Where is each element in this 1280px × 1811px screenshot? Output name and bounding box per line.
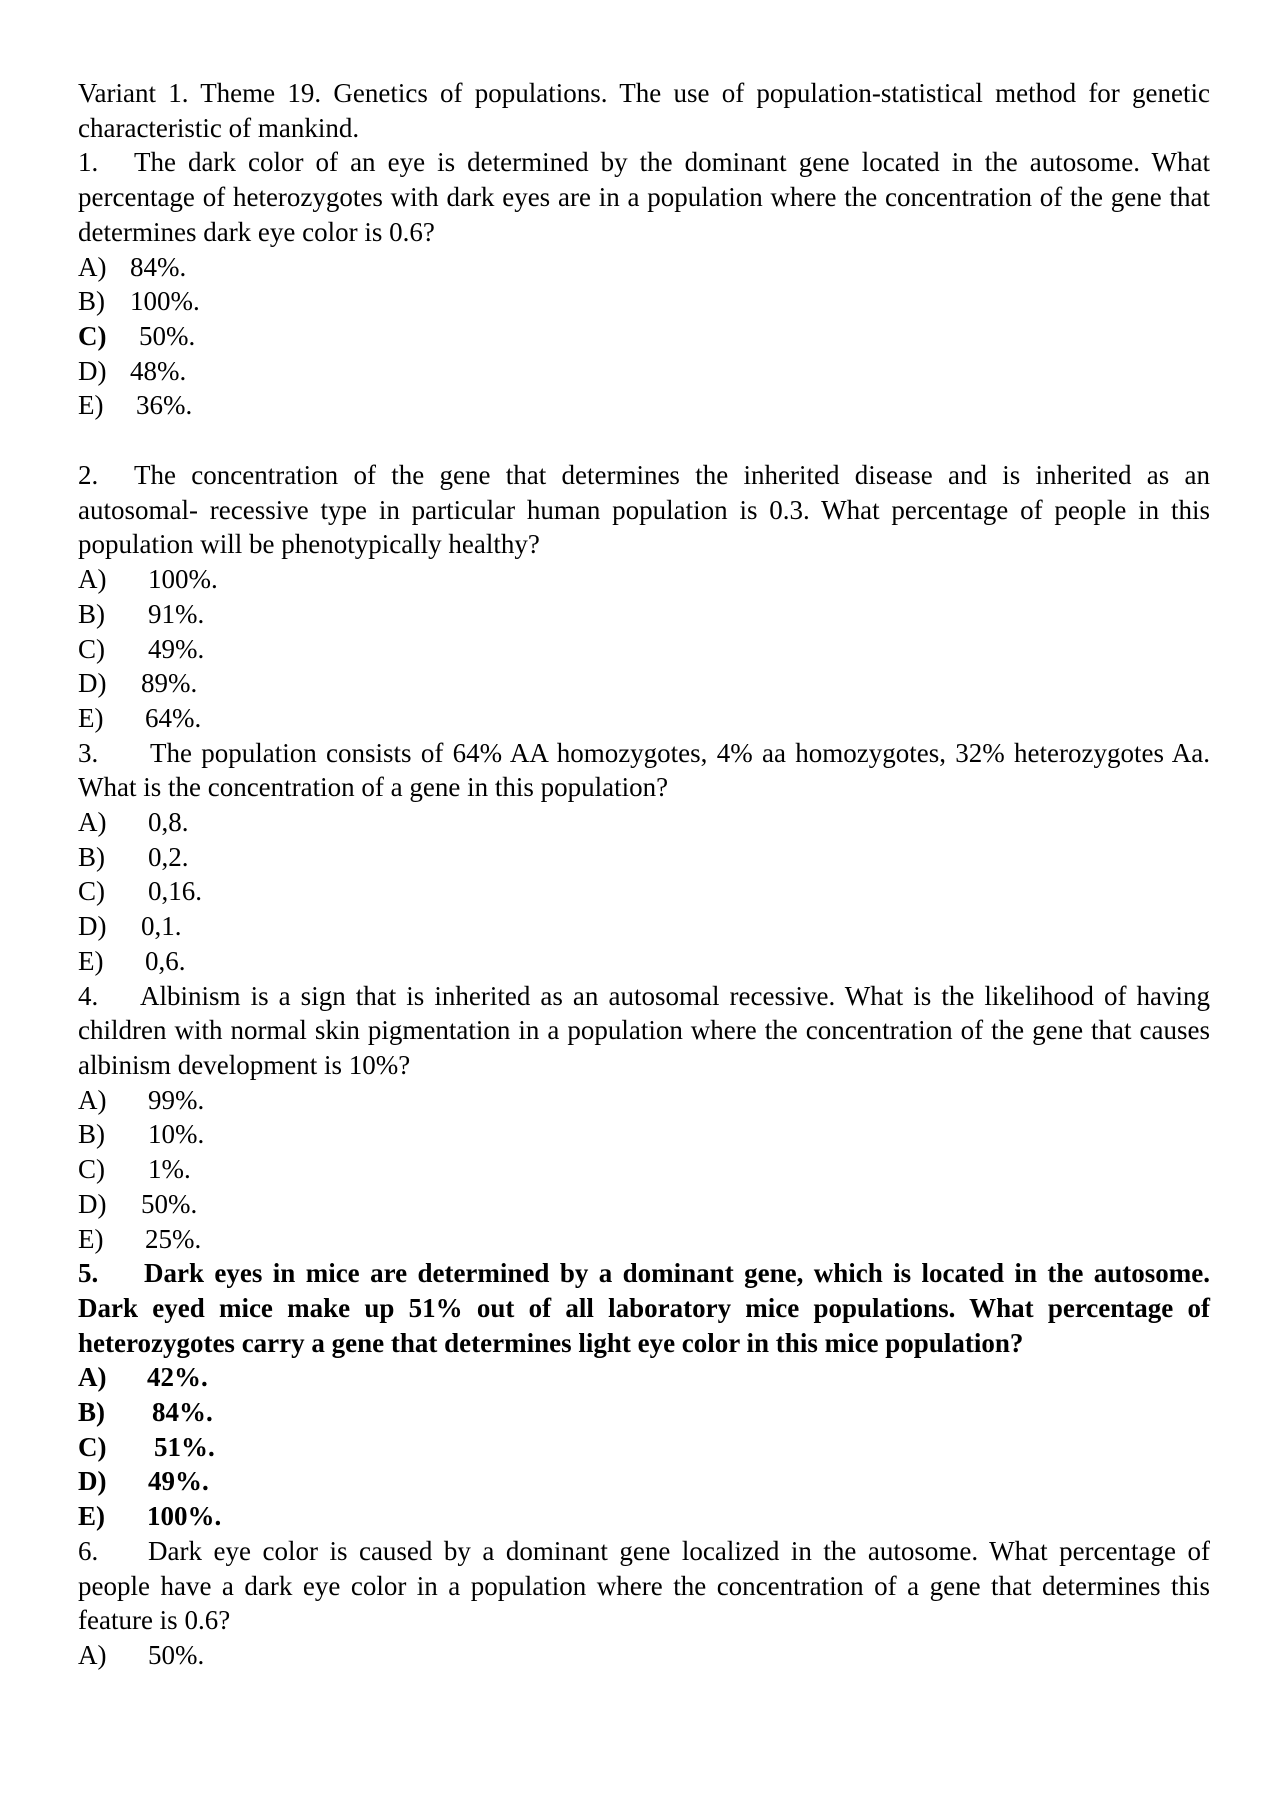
option-letter: E) xyxy=(78,1223,104,1254)
question-5 xyxy=(78,1256,1210,1534)
option-value: 25%. xyxy=(145,1223,202,1254)
question-1-option-e xyxy=(78,388,1210,423)
document-page xyxy=(78,76,1210,1673)
question-1-option-b xyxy=(78,284,1210,319)
question-2-option-b xyxy=(78,597,1210,632)
question-3-option-a xyxy=(78,805,1210,840)
option-value: 0,2. xyxy=(148,841,189,872)
question-6-body: Dark eye color is caused by a dominant gene localized in the autosome. What percentage of people have a dark eye color in a population where the concentration of a gene that determines this feature is 0.6? xyxy=(78,1535,1210,1636)
option-value: 100%. xyxy=(147,1501,222,1532)
question-1-option-d xyxy=(78,354,1210,389)
question-2-body: The concentration of the gene that determines the inherited disease and is inherited as an autosomal- recessive type in particular human population is 0.3. What percentage of people in this population will be phenotypically healthy? xyxy=(78,460,1210,560)
option-value: 51%. xyxy=(154,1431,215,1462)
question-4-text xyxy=(78,979,1210,1083)
option-letter: D) xyxy=(78,1188,107,1219)
question-1-body: The dark color of an eye is determined by the dominant gene located in the autosome. What percentage of heterozygotes with dark eyes are in a population where the concentration of the gene that determines dark eye color is 0.6? xyxy=(78,147,1210,247)
option-value: 0,6. xyxy=(145,945,186,976)
question-5-text xyxy=(78,1256,1210,1360)
option-value: 10%. xyxy=(148,1119,205,1150)
option-value: 49%. xyxy=(148,633,205,664)
question-2-option-e xyxy=(78,701,1210,736)
question-1 xyxy=(78,145,1210,423)
question-1-option-a xyxy=(78,250,1210,285)
option-letter: C) xyxy=(78,320,107,351)
question-2 xyxy=(78,458,1210,736)
question-6 xyxy=(78,1534,1210,1673)
option-value: 1%. xyxy=(148,1154,191,1185)
option-letter: C) xyxy=(78,1431,107,1462)
question-5-option-b xyxy=(78,1395,1210,1430)
option-letter: A) xyxy=(78,1362,107,1393)
option-value: 48%. xyxy=(130,355,187,386)
option-value: 0,16. xyxy=(148,876,202,907)
option-value: 91%. xyxy=(148,598,205,629)
question-6-number: 6. xyxy=(78,1535,99,1566)
question-4-option-e xyxy=(78,1222,1210,1257)
option-letter: C) xyxy=(78,1154,105,1185)
question-3-number: 3. xyxy=(78,737,99,768)
option-value: 50%. xyxy=(141,1188,198,1219)
question-4-option-c xyxy=(78,1152,1210,1187)
option-value: 50%. xyxy=(148,1639,205,1670)
question-2-text xyxy=(78,458,1210,562)
option-letter: B) xyxy=(78,841,105,872)
blank-line xyxy=(78,423,1210,458)
question-6-option-a xyxy=(78,1638,1210,1673)
option-value: 42%. xyxy=(147,1362,208,1393)
question-3 xyxy=(78,736,1210,979)
option-value: 100%. xyxy=(148,564,218,595)
question-5-option-d xyxy=(78,1464,1210,1499)
option-letter: A) xyxy=(78,807,107,838)
option-letter: D) xyxy=(78,355,107,386)
question-1-option-c xyxy=(78,319,1210,354)
option-letter: C) xyxy=(78,876,105,907)
question-2-option-a xyxy=(78,562,1210,597)
option-letter: A) xyxy=(78,564,107,595)
option-letter: D) xyxy=(78,911,107,942)
question-3-option-c xyxy=(78,874,1210,909)
option-letter: B) xyxy=(78,286,105,317)
question-1-number: 1. xyxy=(78,147,99,178)
question-3-option-e xyxy=(78,944,1210,979)
question-4 xyxy=(78,979,1210,1257)
option-value: 36%. xyxy=(136,390,193,421)
option-value: 89%. xyxy=(141,668,198,699)
question-5-body: Dark eyes in mice are determined by a dominant gene, which is located in the autosome. Dark eyed mice make up 51% out of all laboratory mice populations. What percentage of heterozygotes carry a gene that determines light eye color in this mice population? xyxy=(78,1258,1210,1358)
option-letter: E) xyxy=(78,390,104,421)
question-2-number: 2. xyxy=(78,460,99,491)
question-6-options xyxy=(78,1638,1210,1673)
question-2-option-c xyxy=(78,632,1210,667)
question-4-body: Albinism is a sign that is inherited as an autosomal recessive. What is the likelihood of having children with normal skin pigmentation in a population where the concentration of the gene that causes albinism development is 10%? xyxy=(78,980,1210,1080)
question-6-text xyxy=(78,1534,1210,1638)
option-value: 50%. xyxy=(139,320,196,351)
option-value: 84%. xyxy=(152,1397,213,1428)
option-letter: B) xyxy=(78,598,105,629)
option-letter: E) xyxy=(78,945,104,976)
option-letter: A) xyxy=(78,1084,107,1115)
question-4-option-b xyxy=(78,1117,1210,1152)
option-letter: B) xyxy=(78,1119,105,1150)
option-letter: A) xyxy=(78,251,107,282)
question-3-option-b xyxy=(78,840,1210,875)
document-title: Variant 1. Theme 19. Genetics of populations. The use of population-statistical method for genetic characteristic of mankind. xyxy=(78,78,1210,143)
option-letter: C) xyxy=(78,633,105,664)
option-value: 49%. xyxy=(148,1466,209,1497)
option-letter: E) xyxy=(78,702,104,733)
question-1-text xyxy=(78,145,1210,249)
question-3-text xyxy=(78,736,1210,805)
option-value: 84%. xyxy=(130,251,187,282)
option-value: 0,8. xyxy=(148,807,189,838)
question-4-options xyxy=(78,1083,1210,1257)
question-5-option-a xyxy=(78,1360,1210,1395)
option-value: 100%. xyxy=(130,286,200,317)
question-4-number: 4. xyxy=(78,980,99,1011)
option-value: 64%. xyxy=(145,702,202,733)
option-value: 99%. xyxy=(148,1084,205,1115)
option-letter: B) xyxy=(78,1397,105,1428)
question-5-option-e xyxy=(78,1499,1210,1534)
question-3-body: The population consists of 64% AA homozygotes, 4% aa homozygotes, 32% heterozygotes Aa. What is the concentration of a gene in this population? xyxy=(78,737,1210,803)
question-5-options xyxy=(78,1360,1210,1534)
option-letter: A) xyxy=(78,1639,107,1670)
question-3-options xyxy=(78,805,1210,979)
question-5-option-c xyxy=(78,1430,1210,1465)
question-1-options xyxy=(78,250,1210,424)
option-letter: D) xyxy=(78,1466,107,1497)
question-4-option-d xyxy=(78,1187,1210,1222)
question-5-number: 5. xyxy=(78,1258,99,1289)
question-2-options xyxy=(78,562,1210,736)
option-value: 0,1. xyxy=(141,911,182,942)
question-3-option-d xyxy=(78,909,1210,944)
option-letter: E) xyxy=(78,1501,105,1532)
option-letter: D) xyxy=(78,668,107,699)
question-2-option-d xyxy=(78,666,1210,701)
question-4-option-a xyxy=(78,1083,1210,1118)
